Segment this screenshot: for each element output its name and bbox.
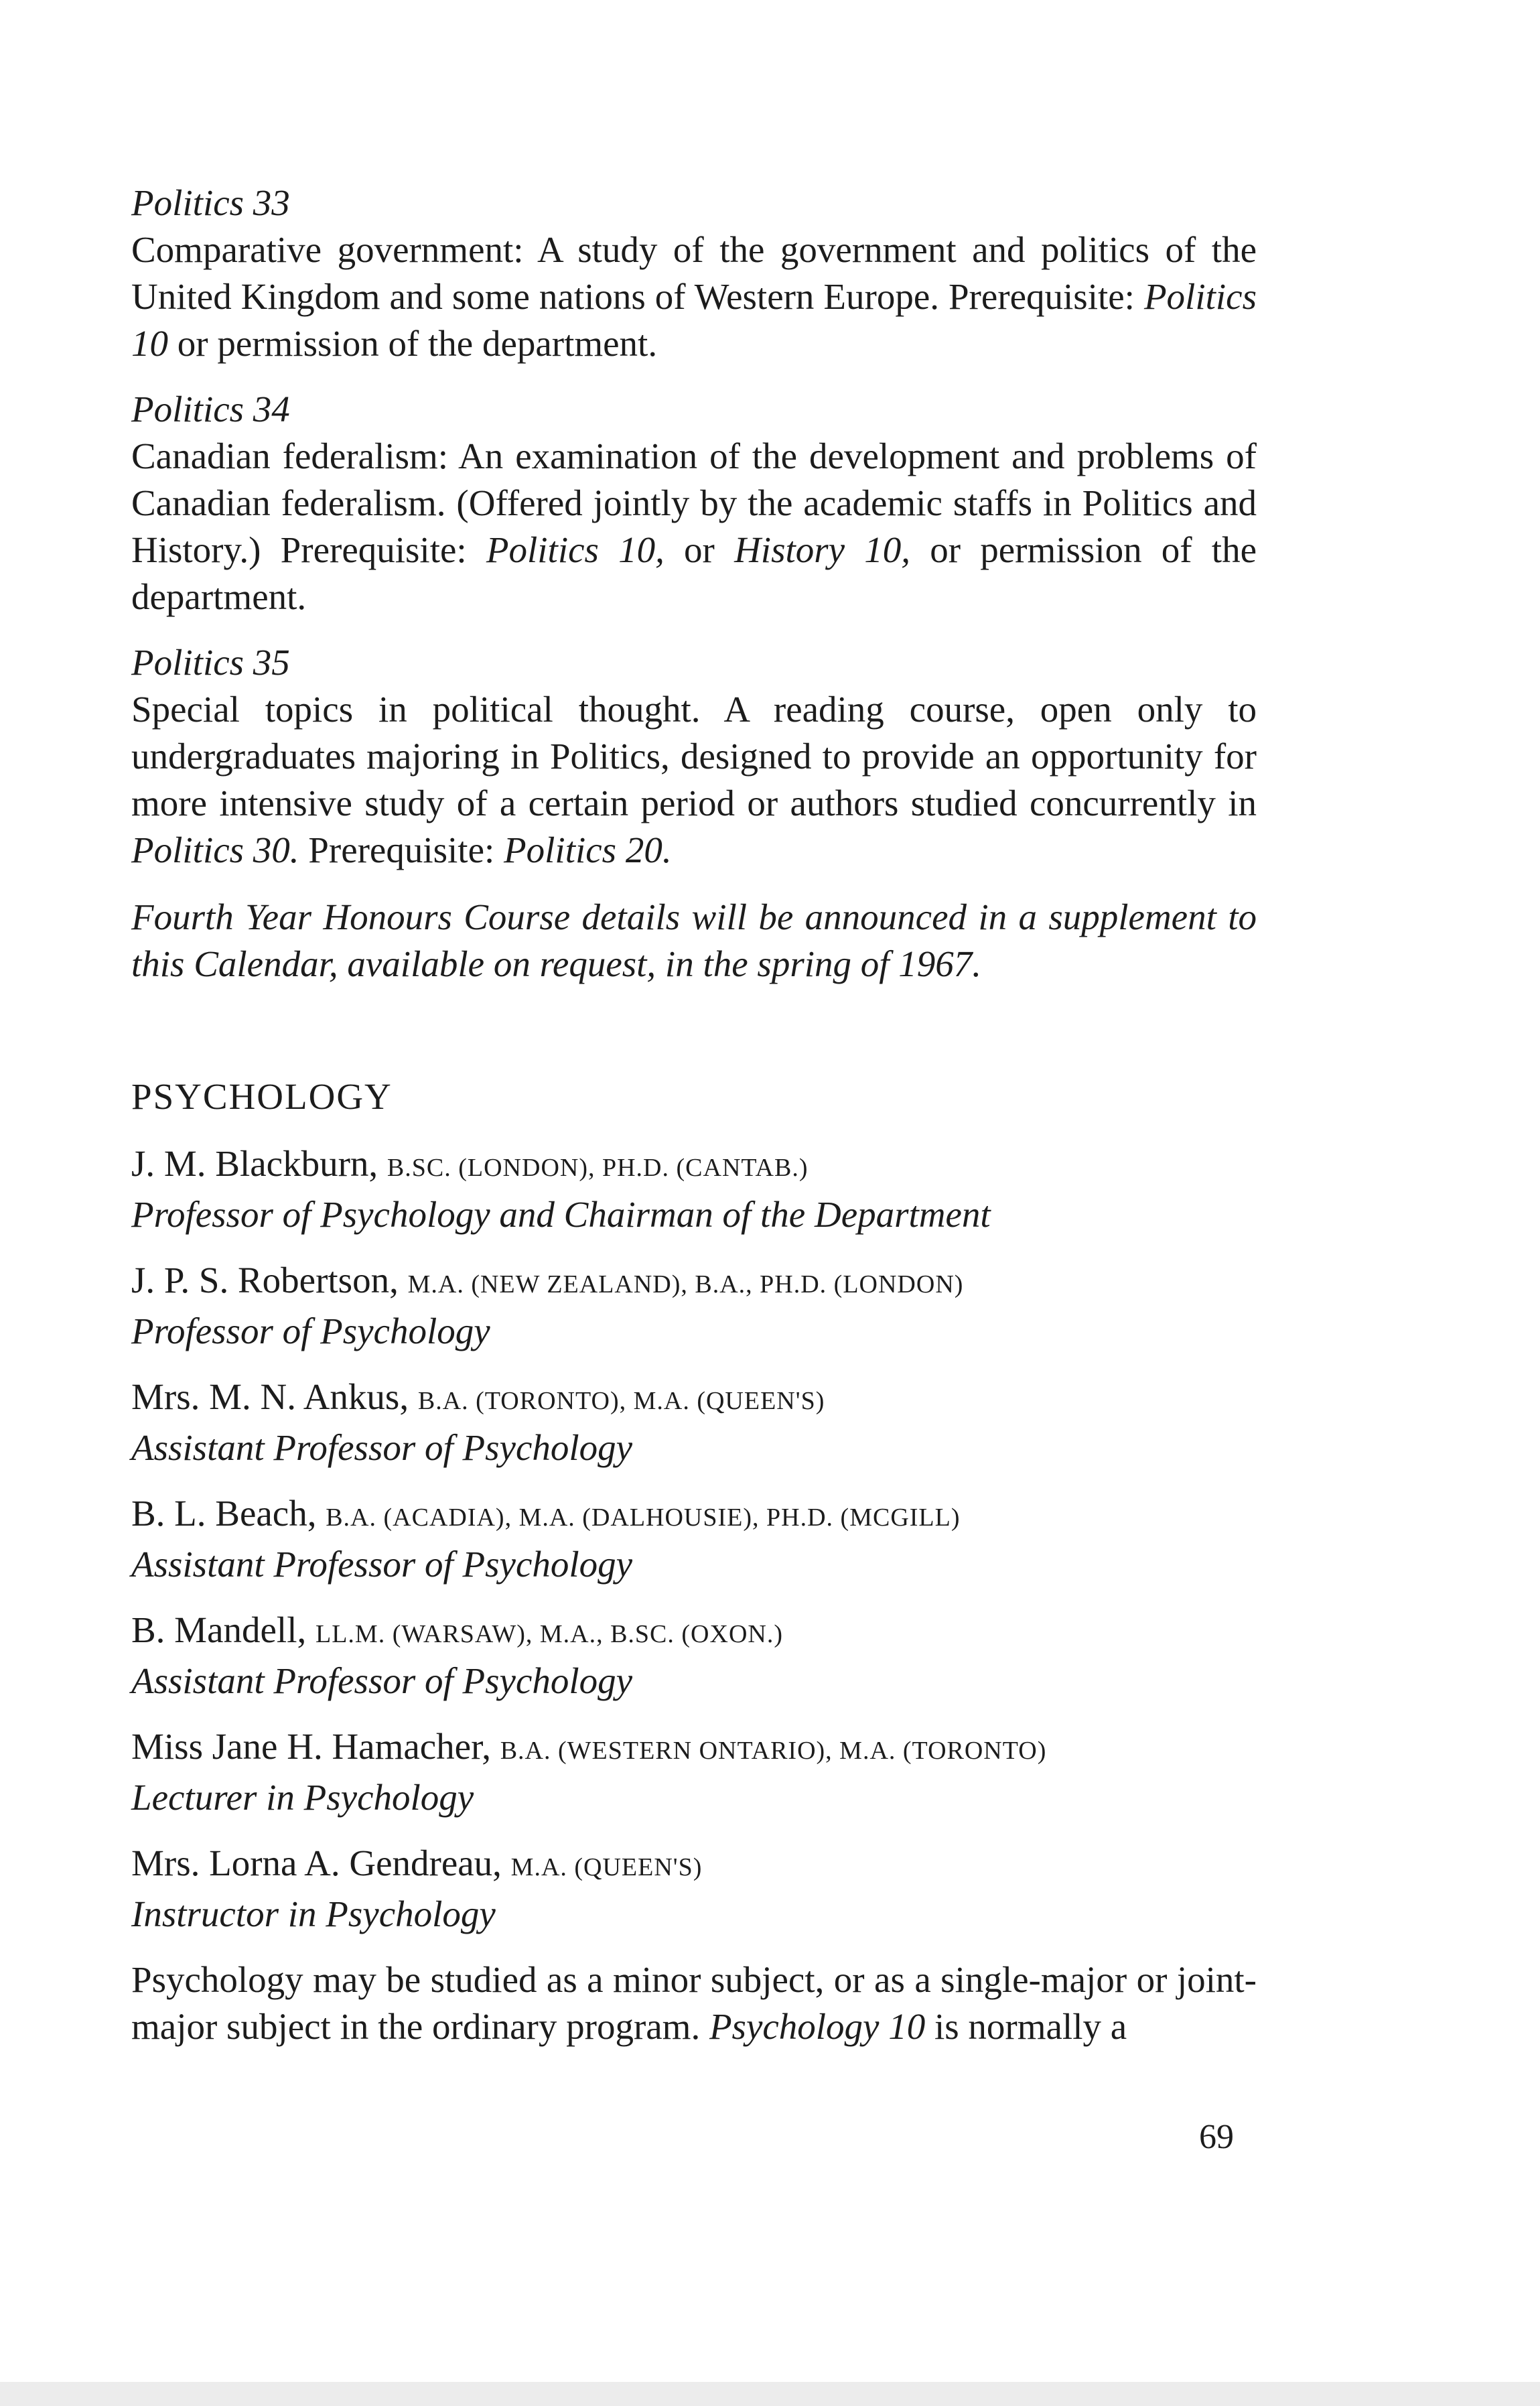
course-reference: Politics 20. xyxy=(504,829,672,870)
description-text: Special topics in political thought. A reading course, open only to undergraduates majoring in Politics, designed to provide an opportunity for more intensive study of a certain period or authors studied concurrently in xyxy=(131,689,1257,823)
staff-entry xyxy=(131,1840,1257,1938)
staff-position: Professor of Psychology xyxy=(131,1311,490,1351)
staff-position: Lecturer in Psychology xyxy=(131,1777,474,1818)
section-heading: PSYCHOLOGY xyxy=(131,1076,393,1117)
staff-degrees: B.A. (WESTERN ONTARIO), M.A. (TORONTO) xyxy=(500,1737,1047,1765)
honours-note: Fourth Year Honours Course details will be announced in a supplement to this Calendar, available on request, in the spring of 1967. xyxy=(131,896,1257,984)
course-reference: Psychology 10 xyxy=(709,2006,926,2047)
course-description xyxy=(131,226,1257,367)
staff-entry xyxy=(131,1607,1257,1705)
staff-entry xyxy=(131,1723,1257,1821)
course-entry-politics-34 xyxy=(131,386,1257,620)
staff-entry xyxy=(131,1490,1257,1588)
staff-name: Miss Jane H. Hamacher, xyxy=(131,1726,491,1767)
course-reference: History 10, xyxy=(734,529,911,570)
description-text: Canadian federalism: An examination of the development and problems of Canadian federalism. (Offered jointly by the academic staffs in Politics and History.) Prerequisite: xyxy=(131,436,1257,570)
staff-name-line xyxy=(131,1374,1257,1424)
staff-name-line xyxy=(131,1840,1257,1891)
staff-degrees: M.A. (QUEEN'S) xyxy=(510,1853,703,1881)
staff-name: J. P. S. Robertson, xyxy=(131,1260,399,1300)
staff-degrees: M.A. (NEW ZEALAND), B.A., PH.D. (LONDON) xyxy=(407,1270,964,1298)
staff-name: Mrs. Lorna A. Gendreau, xyxy=(131,1843,502,1883)
staff-position: Instructor in Psychology xyxy=(131,1893,496,1934)
course-reference: Politics 10 xyxy=(131,276,1257,364)
staff-degrees: B.A. (TORONTO), M.A. (QUEEN'S) xyxy=(417,1387,825,1415)
staff-name-line xyxy=(131,1490,1257,1541)
staff-name-line xyxy=(131,1140,1257,1191)
course-description xyxy=(131,433,1257,620)
course-reference: Politics 10, xyxy=(486,529,664,570)
intro-text: is normally a xyxy=(925,2006,1127,2047)
staff-entry xyxy=(131,1140,1257,1238)
staff-name-line xyxy=(131,1607,1257,1658)
staff-position: Assistant Professor of Psychology xyxy=(131,1660,633,1701)
course-description xyxy=(131,686,1257,874)
staff-degrees: LL.M. (WARSAW), M.A., B.SC. (OXON.) xyxy=(315,1620,783,1648)
course-title: Politics 34 xyxy=(131,389,290,429)
staff-position: Professor of Psychology and Chairman of the Department xyxy=(131,1194,991,1235)
course-title: Politics 33 xyxy=(131,182,290,223)
staff-degrees: B.A. (ACADIA), M.A. (DALHOUSIE), PH.D. (MCGILL) xyxy=(326,1503,961,1532)
section-intro-paragraph xyxy=(131,1956,1257,2050)
staff-entry xyxy=(131,1374,1257,1471)
description-text: Comparative government: A study of the government and politics of the United Kingdom and some nations of Western Europe. Prerequisite: xyxy=(131,229,1257,317)
course-entry-politics-35 xyxy=(131,639,1257,874)
staff-name: B. Mandell, xyxy=(131,1609,307,1650)
staff-position: Assistant Professor of Psychology xyxy=(131,1427,633,1468)
main-text-column xyxy=(131,180,1257,2050)
scan-bottom-edge xyxy=(0,2382,1540,2406)
staff-entry xyxy=(131,1257,1257,1355)
course-title: Politics 35 xyxy=(131,642,290,683)
staff-name: J. M. Blackburn, xyxy=(131,1143,378,1184)
course-reference: Politics 30. xyxy=(131,829,299,870)
staff-degrees: B.SC. (LONDON), PH.D. (CANTAB.) xyxy=(387,1154,809,1182)
staff-name: Mrs. M. N. Ankus, xyxy=(131,1376,409,1417)
description-text: or permission of the department. xyxy=(131,529,1257,617)
staff-name-line xyxy=(131,1257,1257,1308)
description-text: Prerequisite: xyxy=(299,829,504,870)
description-text: or xyxy=(664,529,735,570)
staff-position: Assistant Professor of Psychology xyxy=(131,1544,633,1585)
page-number: 69 xyxy=(1199,2118,1234,2156)
staff-name-line xyxy=(131,1723,1257,1774)
course-entry-politics-33 xyxy=(131,180,1257,367)
description-text: or permission of the department. xyxy=(168,323,658,364)
intro-text: Psychology may be studied as a minor subject, or as a single-major or joint-major subject in the ordinary program. xyxy=(131,1959,1257,2047)
staff-name: B. L. Beach, xyxy=(131,1493,317,1534)
